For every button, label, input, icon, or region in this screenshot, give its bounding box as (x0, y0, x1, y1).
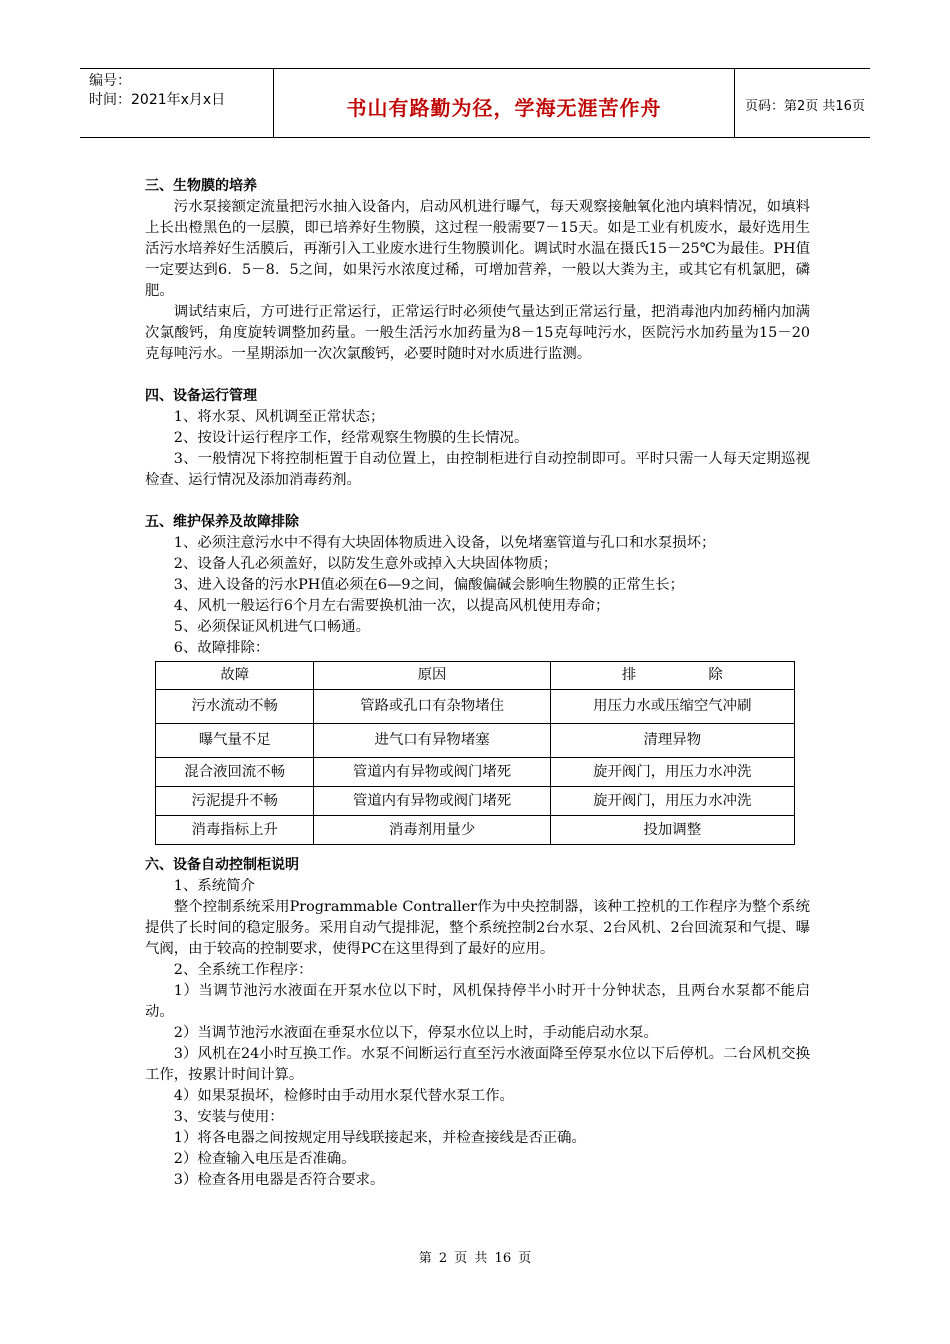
table-row (156, 690, 795, 724)
table-cell: 进气口有异物堵塞 (314, 724, 550, 758)
table-cell: 清理异物 (550, 724, 794, 758)
section-title-4: 四、设备运行管理 (145, 388, 257, 404)
paragraph: 污水泵接额定流量把污水抽入设备内，启动风机进行曝气，每天观察接触氧化池内填料情况，如填料上长出橙黑色的一层膜，即已培养好生物膜，这过程一般需要7－15天。如是工业有机废水，最好选用生活污水培养好生活膜后，再渐引入工业废水进行生物膜训化。调试时水温在摄氏15－25℃为最佳。PH值一定要达到6．5－8．5之间，如果污水浓度过稀，可增加营养，一般以大粪为主，或其它有机氯肥，磷肥。 (145, 199, 810, 299)
list-item: 4）如果泵损坏，检修时由手动用水泵代替水泵工作。 (173, 1088, 514, 1104)
table-cell: 管道内有异物或阀门堵死 (314, 758, 550, 787)
document-number-label: 编号： (89, 73, 131, 89)
header-cell-cause: 原因 (314, 662, 550, 690)
list-item: 4、风机一般运行6个月左右需要换机油一次，以提高风机使用寿命； (173, 598, 610, 614)
list-item: 2）当调节池污水液面在垂泵水位以下，停泵水位以上时，手动能启动水泵。 (173, 1025, 658, 1041)
list-item: 1）当调节池污水液面在开泵水位以下时，风机保持停半小时开十分钟状态，且两台水泵都不能启动。 (145, 983, 810, 1020)
table-cell: 用压力水或压缩空气冲刷 (550, 690, 794, 724)
header-motto-cell (274, 69, 735, 137)
table-row (156, 816, 795, 845)
list-item: 3、进入设备的污水PH值必须在6—9之间，偏酸偏碱会影响生物膜的正常生长； (173, 577, 684, 593)
section-title-5: 五、维护保养及故障排除 (145, 514, 299, 530)
list-item: 2、设备人孔必须盖好，以防发生意外或掉入大块固体物质； (173, 556, 558, 572)
list-item: 6、故障排除： (173, 640, 270, 656)
list-item: 2、按设计运行程序工作，经常观察生物膜的生长情况。 (173, 430, 529, 446)
table-cell: 投加调整 (550, 816, 794, 845)
page-footer: 第 2 页 共 16 页 (418, 1251, 532, 1266)
table-cell: 消毒指标上升 (156, 816, 314, 845)
page-header (80, 68, 870, 138)
table-cell: 管路或孔口有杂物堵住 (314, 690, 550, 724)
table-header-row (156, 662, 795, 690)
table-cell: 污泥提升不畅 (156, 787, 314, 816)
document-date: 时间：2021年x月x日 (89, 92, 226, 108)
subheading: 3、安装与使用： (173, 1109, 284, 1125)
list-item: 3）检查各用电器是否符合要求。 (173, 1172, 385, 1188)
list-item: 1）将各电器之间按规定用导线联接起来，并检查接线是否正确。 (173, 1130, 586, 1146)
section-title-3: 三、生物膜的培养 (145, 178, 257, 194)
table-cell: 污水流动不畅 (156, 690, 314, 724)
list-item: 3）风机在24小时互换工作。水泵不间断运行直至污水液面降至停泵水位以下后停机。二台风机交换工作，按累计时间计算。 (145, 1046, 810, 1083)
table-row (156, 787, 795, 816)
header-remedy-part1: 排 (621, 667, 637, 683)
list-item: 5、必须保证风机进气口畅通。 (173, 619, 371, 635)
header-page-cell (735, 69, 870, 137)
table-cell: 旋开阀门，用压力水冲洗 (550, 787, 794, 816)
header-cell-remedy (550, 662, 794, 690)
table-cell: 消毒剂用量少 (314, 816, 550, 845)
list-item: 3、一般情况下将控制柜置于自动位置上，由控制柜进行自动控制即可。平时只需一人每天定期巡视检查、运行情况及添加消毒药剂。 (145, 451, 810, 488)
list-item: 1、将水泵、风机调至正常状态； (173, 409, 385, 425)
table-cell: 曝气量不足 (156, 724, 314, 758)
document-body (145, 176, 810, 1191)
header-remedy-part2: 除 (708, 667, 723, 683)
table-cell: 旋开阀门，用压力水冲洗 (550, 758, 794, 787)
list-item: 2）检查输入电压是否准确。 (173, 1151, 356, 1167)
subheading: 2、全系统工作程序： (173, 962, 313, 978)
header-page-code: 页码：第2页 共16页 (745, 99, 865, 114)
table-cell: 混合液回流不畅 (156, 758, 314, 787)
header-meta (80, 69, 274, 137)
paragraph: 调试结束后，方可进行正常运行，正常运行时必须使气量达到正常运行量，把消毒池内加药桶内加满次氯酸钙，角度旋转调整加药量。一般生活污水加药量为8－15克每吨污水，医院污水加药量为15－20克每吨污水。一星期添加一次次氯酸钙，必要时随时对水质进行监测。 (145, 304, 810, 362)
table-row (156, 758, 795, 787)
fault-table (155, 661, 795, 845)
section-title-6: 六、设备自动控制柜说明 (145, 857, 299, 873)
table-cell: 管道内有异物或阀门堵死 (314, 787, 550, 816)
header-cell-fault: 故障 (156, 662, 314, 690)
list-item: 1、必须注意污水中不得有大块固体物质进入设备，以免堵塞管道与孔口和水泵损坏； (173, 535, 716, 551)
header-motto: 书山有路勤为径，学海无涯苦作舟 (346, 96, 662, 120)
subheading: 1、系统简介 (173, 878, 255, 894)
table-row (156, 724, 795, 758)
paragraph: 整个控制系统采用Programmable Contraller作为中央控制器，该种工控机的工作程序为整个系统提供了长时间的稳定服务。采用自动气提排泥，整个系统控制2台水泵、2台风机、2台回流泵和气提、曝气阀，由于较高的控制要求，使得PC在这里得到了最好的应用。 (145, 899, 810, 957)
